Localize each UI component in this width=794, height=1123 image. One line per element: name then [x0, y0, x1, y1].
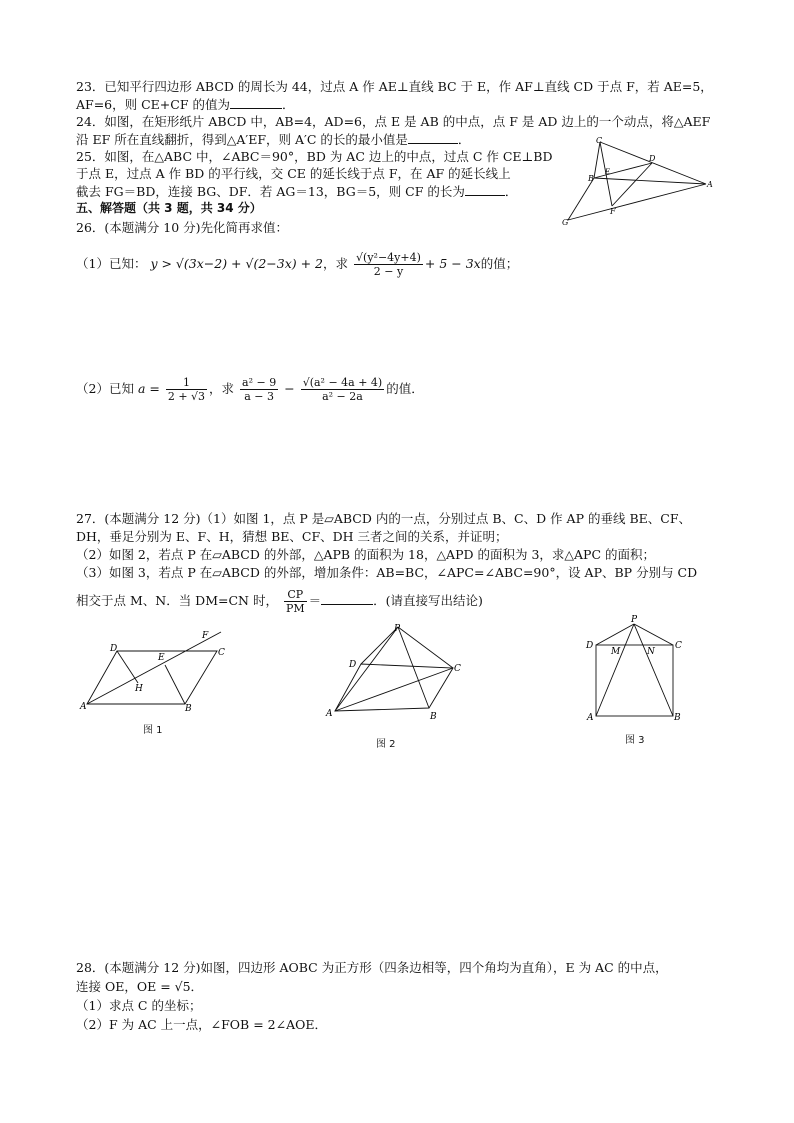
q24-end: ． [457, 132, 471, 147]
q24-line2 [76, 130, 470, 148]
q27-line3: （2）如图 2，若点 P 在▱ABCD 的外部，△APB 的面积为 18，△APD 的面积为 3，求△APC 的面积； [76, 547, 656, 562]
q26-p2-a-numerator: 1 [166, 376, 207, 390]
fig1-label-H: H [135, 684, 143, 694]
q26-p2-minus: − [284, 381, 295, 396]
q26-p1-prefix: （1）已知： [76, 256, 147, 271]
label-B: B [588, 174, 594, 183]
q24-line1: 24．如图，在矩形纸片 ABCD 中，AB=4，AD=6，点 E 是 AB 的中点，点 F 是 AD 边上的一个动点，将△AEF [76, 114, 711, 129]
q26-p1-tail: + 5 − 3x [424, 256, 481, 271]
answer-blank [321, 591, 373, 605]
label-F: F [610, 207, 616, 216]
q26-p2-fraction1 [240, 376, 278, 403]
q25-triangle-figure [556, 134, 716, 226]
fig2-label-A: A [326, 709, 333, 719]
fig3-label-C: C [675, 641, 682, 651]
q26-p1-condition: y > √(3x−2) + √(2−3x) + 2 [150, 256, 324, 271]
figure3-square [582, 612, 692, 724]
fig2-label-P: P [394, 624, 401, 634]
q27-line2: DH，垂足分别为 E、F、H，猜想 BE、CF、DH 三者之间的关系，并证明； [76, 529, 508, 544]
q26-header: 26．(本题满分 10 分)先化简再求值： [76, 220, 289, 235]
q26-p1-fraction [354, 251, 423, 278]
q28-line1: 28．(本题满分 12 分)如图，四边形 AOBC 为正方形（四条边相等，四个角均为直角），E 为 AC 的中点， [76, 960, 668, 975]
answer-blank [408, 130, 458, 144]
q27-line5-end: ．(请直接写出结论) [373, 593, 483, 608]
q26-p2-a-denominator: 2 + √3 [167, 390, 206, 403]
fig1-label-A: A [80, 702, 87, 712]
label-G: G [562, 218, 569, 226]
fig3-label-N: N [647, 647, 655, 657]
figure2-caption: 图 2 [376, 739, 396, 750]
fig2-label-D: D [349, 660, 357, 670]
fig1-label-C: C [218, 648, 225, 658]
q27-ratio-fraction [284, 588, 307, 615]
q26-p2-f1-numerator: a² − 9 [242, 376, 277, 389]
q26-p1-denominator: 2 − y [373, 265, 404, 278]
q26-p2-f2-denominator: a² − 2a [322, 390, 363, 403]
q25-line1: 25．如图，在△ABC 中，∠ABC＝90°，BD 为 AC 边上的中点，过点 C 作 CE⊥BD [76, 149, 553, 164]
fig2-label-C: C [454, 664, 461, 674]
q26-part2 [76, 369, 424, 409]
q26-p2-end: 的值． [386, 381, 424, 396]
answer-blank [230, 95, 282, 109]
q26-p2-a: a = [137, 381, 160, 396]
figure1-parallelogram [78, 627, 228, 719]
fig3-label-P: P [631, 615, 638, 625]
q27-line5-prefix: 相交于点 M、N．当 DM=CN 时， [76, 593, 278, 608]
q25-line3 [76, 182, 517, 200]
figure1-caption: 图 1 [143, 725, 163, 736]
fig1-label-B: B [185, 704, 192, 714]
q27-ratio-denominator: PM [285, 602, 305, 615]
q26-p2-f1-denominator: a − 3 [244, 390, 275, 403]
fig3-label-M: M [611, 647, 621, 657]
q26-part1 [76, 244, 518, 284]
label-D: D [649, 154, 656, 163]
fig2-label-B: B [430, 712, 437, 722]
q23-line2 [76, 95, 295, 113]
fig3-label-A: A [587, 713, 594, 723]
q27-line5 [76, 583, 483, 619]
q26-p2-prefix: （2）已知 [76, 381, 134, 396]
q26-p2-a-fraction [166, 376, 207, 403]
fig1-label-F: F [202, 631, 209, 641]
figure2-parallelogram [320, 620, 470, 728]
label-E: E [605, 168, 611, 176]
q28-line2: 连接 OE，OE = √5． [76, 979, 204, 994]
q26-p2-fraction2 [301, 376, 385, 403]
q26-p1-end: 的值； [480, 256, 519, 271]
fig1-label-E: E [158, 653, 165, 663]
q27-line4: （3）如图 3，若点 P 在▱ABCD 的外部，增加条件：AB=BC，∠APC=∠ABC=90°，设 AP、BP 分别与 CD [76, 565, 698, 580]
q28-line4: （2）F 为 AC 上一点，∠FOB = 2∠AOE． [76, 1017, 327, 1032]
fig3-label-B: B [674, 713, 681, 723]
q25-line2: 于点 E，过点 A 作 BD 的平行线，交 CE 的延长线于点 F，在 AF 的延长线上 [76, 166, 511, 181]
figure3-caption: 图 3 [625, 735, 645, 746]
q23-line1: 23．已知平行四边形 ABCD 的周长为 44，过点 A 作 AE⊥直线 BC 于 E，作 AF⊥直线 CD 于点 F，若 AE=5， [76, 79, 713, 94]
q26-p2-mid: ，求 [209, 381, 235, 396]
q28-line3: （1）求点 C 的坐标； [76, 998, 202, 1013]
q27-ratio-numerator: CP [284, 588, 307, 602]
q26-p2-f2-numerator: √(a² − 4a + 4) [302, 376, 383, 389]
fig3-label-D: D [586, 641, 594, 651]
q26-p1-mid: ，求 [323, 256, 349, 271]
section-heading: 五、解答题（共 3 题，共 34 分） [76, 201, 262, 215]
q26-p1-numerator: √(y²−4y+4) [356, 251, 421, 264]
q27-line1: 27．(本题满分 12 分)（1）如图 1，点 P 是▱ABCD 内的一点，分别过点 B、C、D 作 AP 的垂线 BE、CF、 [76, 511, 691, 526]
q25-end: ． [504, 184, 518, 199]
answer-blank [465, 182, 505, 196]
fig1-label-D: D [110, 644, 118, 654]
label-C: C [596, 136, 603, 145]
q27-equals: ＝ [308, 593, 322, 608]
q23-end: ． [281, 97, 295, 112]
q24-line2-text: 沿 EF 所在直线翻折，得到△A′EF，则 A′C 的长的最小值是 [76, 132, 408, 147]
q23-line2-text: AF=6，则 CE+CF 的值为 [76, 97, 230, 112]
label-A: A [707, 180, 713, 189]
q25-line3-text: 截去 FG＝BD，连接 BG、DF．若 AG＝13，BG＝5，则 CF 的长为 [76, 184, 465, 199]
